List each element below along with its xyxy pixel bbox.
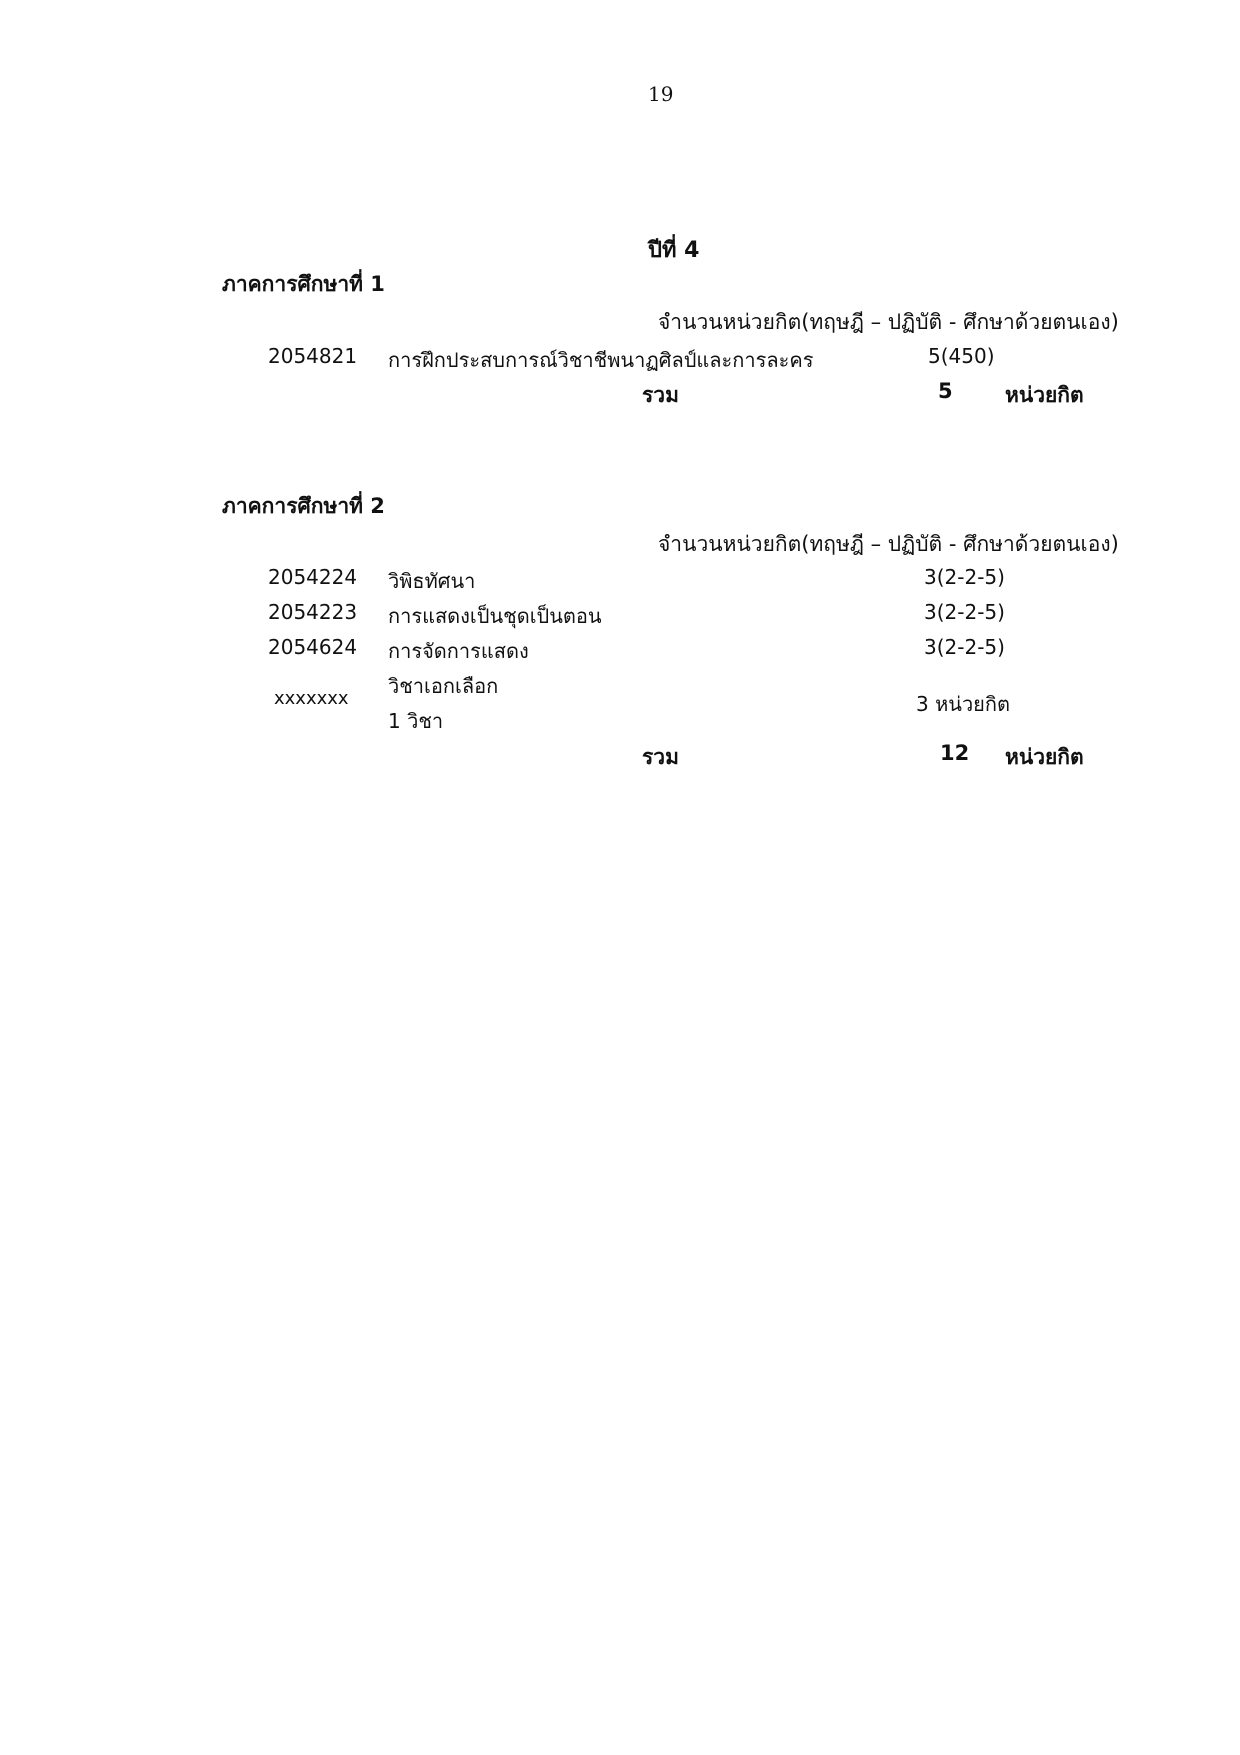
total-unit: หน่วยกิต bbox=[1005, 745, 1084, 769]
course-credits: 3(2-2-5) bbox=[924, 600, 1005, 624]
course-code: 2054223 bbox=[268, 600, 358, 624]
course-code: 2054821 bbox=[268, 344, 358, 368]
credit-header: จำนวนหน่วยกิต(ทฤษฎี – ปฏิบัติ - ศึกษาด้วยตนเอง) bbox=[658, 532, 1119, 556]
course-name-line2: 1 วิชา bbox=[388, 709, 444, 733]
total-unit: หน่วยกิต bbox=[1005, 383, 1084, 407]
course-name: การจัดการแสดง bbox=[388, 639, 529, 663]
course-credits: 3(2-2-5) bbox=[924, 565, 1005, 589]
course-name: วิพิธทัศนา bbox=[388, 569, 476, 593]
page-number: 19 bbox=[648, 82, 674, 106]
total-label: รวม bbox=[642, 745, 679, 769]
total-value: 12 bbox=[940, 741, 970, 765]
credit-header: จำนวนหน่วยกิต(ทฤษฎี – ปฏิบัติ - ศึกษาด้วยตนเอง) bbox=[658, 310, 1119, 334]
total-value: 5 bbox=[938, 379, 953, 403]
semester-title: ภาคการศึกษาที่ 1 bbox=[222, 272, 385, 296]
course-code: 2054624 bbox=[268, 635, 358, 659]
course-code: xxxxxxx bbox=[274, 688, 349, 709]
course-name: การฝึกประสบการณ์วิชาชีพนาฏศิลป์และการละคร bbox=[388, 348, 814, 372]
course-name: การแสดงเป็นชุดเป็นตอน bbox=[388, 604, 602, 628]
course-name-line1: วิชาเอกเลือก bbox=[388, 674, 499, 698]
course-credits: 3 หน่วยกิต bbox=[916, 692, 1010, 716]
course-credits: 5(450) bbox=[928, 344, 995, 368]
course-credits: 3(2-2-5) bbox=[924, 635, 1005, 659]
semester-title: ภาคการศึกษาที่ 2 bbox=[222, 494, 385, 518]
course-code: 2054224 bbox=[268, 565, 358, 589]
total-label: รวม bbox=[642, 383, 679, 407]
year-heading: ปีที่ 4 bbox=[648, 238, 700, 263]
